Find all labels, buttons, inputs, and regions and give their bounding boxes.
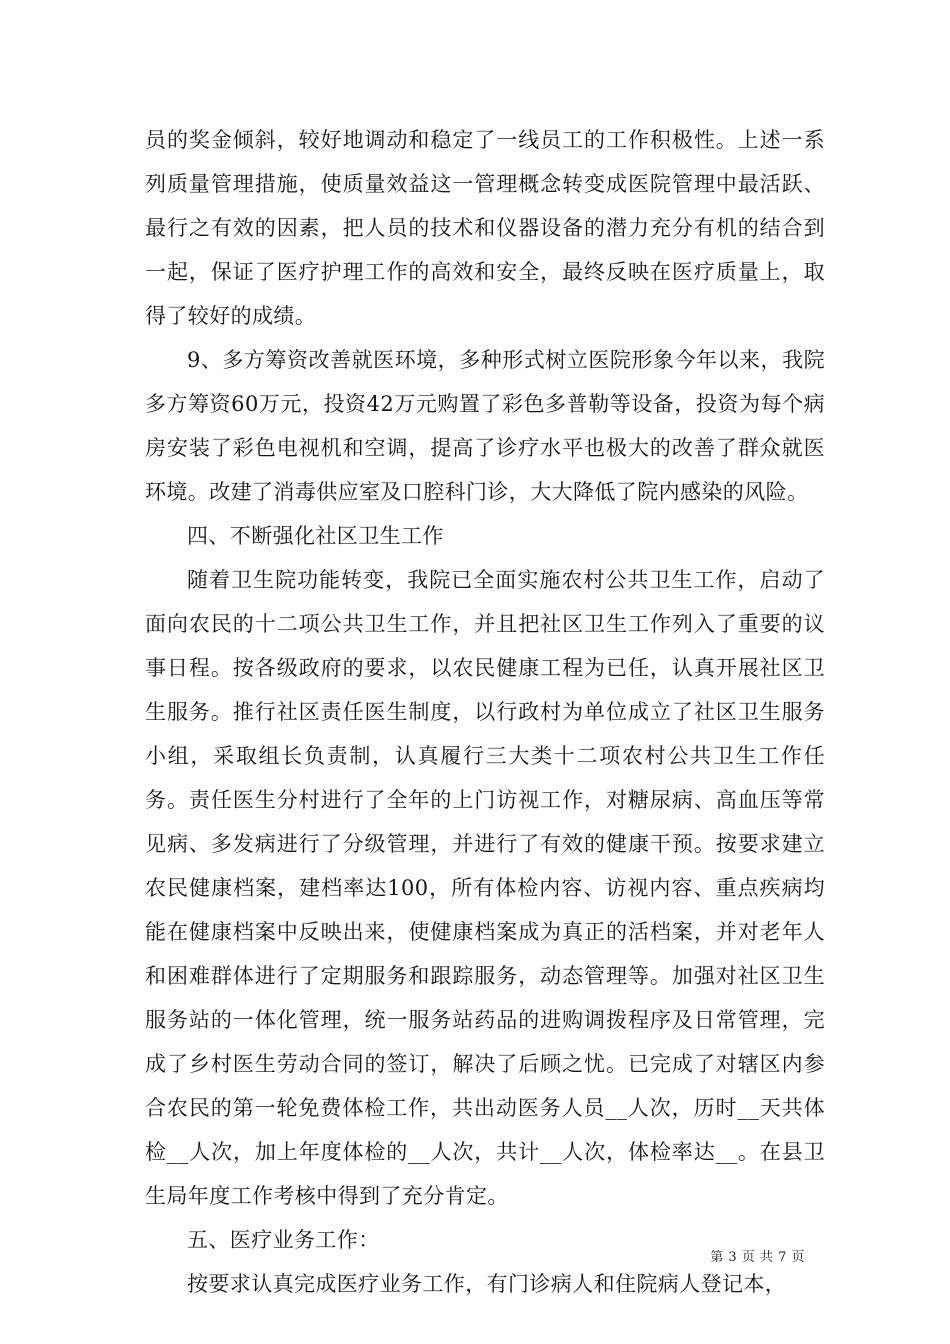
paragraph-4: 按要求认真完成医疗业务工作，有门诊病人和住院病人登记本， bbox=[187, 1272, 787, 1296]
section-heading-5: 五、医疗业务工作： bbox=[187, 1228, 380, 1252]
document-body bbox=[145, 118, 825, 1306]
section-heading-4: 四、不断强化社区卫生工作 bbox=[187, 524, 444, 548]
paragraph-1: 员的奖金倾斜，较好地调动和稳定了一线员工的工作积极性。上述一系列质量管理措施，使质量效益这一管理概念转变成医院管理中最活跃、最行之有效的因素，把人员的技术和仪器设备的潜力充分有机的结合到一起，保证了医疗护理工作的高效和安全，最终反映在医疗质量上，取得了较好的成绩。 bbox=[145, 128, 825, 328]
paragraph-3: 随着卫生院功能转变，我院已全面实施农村公共卫生工作，启动了面向农民的十二项公共卫生工作，并且把社区卫生工作列入了重要的议事日程。按各级政府的要求，以农民健康工程为已任，认真开展社区卫生服务。推行社区责任医生制度，以行政村为单位成立了社区卫生服务小组，采取组长负责制，认真履行三大类十二项农村公共卫生工作任务。责任医生分村进行了全年的上门访视工作，对糖尿病、高血压等常见病、多发病进行了分级管理，并进行了有效的健康干预。按要求建立农民健康档案，建档率达100，所有体检内容、访视内容、重点疾病均能在健康档案中反映出来，使健康档案成为真正的活档案，并对老年人和困难群体进行了定期服务和跟踪服务，动态管理等。加强对社区卫生服务站的一体化管理，统一服务站药品的进购调拨程序及日常管理，完成了乡村医生劳动合同的签订，解决了后顾之忧。已完成了对辖区内参合农民的第一轮免费体检工作，共出动医务人员__人次，历时__天共体检__人次，加上年度体检的__人次，共计__人次，体检率达__。在县卫生局年度工作考核中得到了充分肯定。 bbox=[145, 568, 825, 1208]
paragraph-2: 9、多方筹资改善就医环境，多种形式树立医院形象今年以来，我院多方筹资60万元，投资42万元购置了彩色多普勒等设备，投资为每个病房安装了彩色电视机和空调，提高了诊疗水平也极大的改善了群众就医环境。改建了消毒供应室及口腔科门诊，大大降低了院内感染的风险。 bbox=[145, 348, 825, 504]
page-number: 第 3 页 共 7 页 bbox=[710, 1250, 805, 1265]
